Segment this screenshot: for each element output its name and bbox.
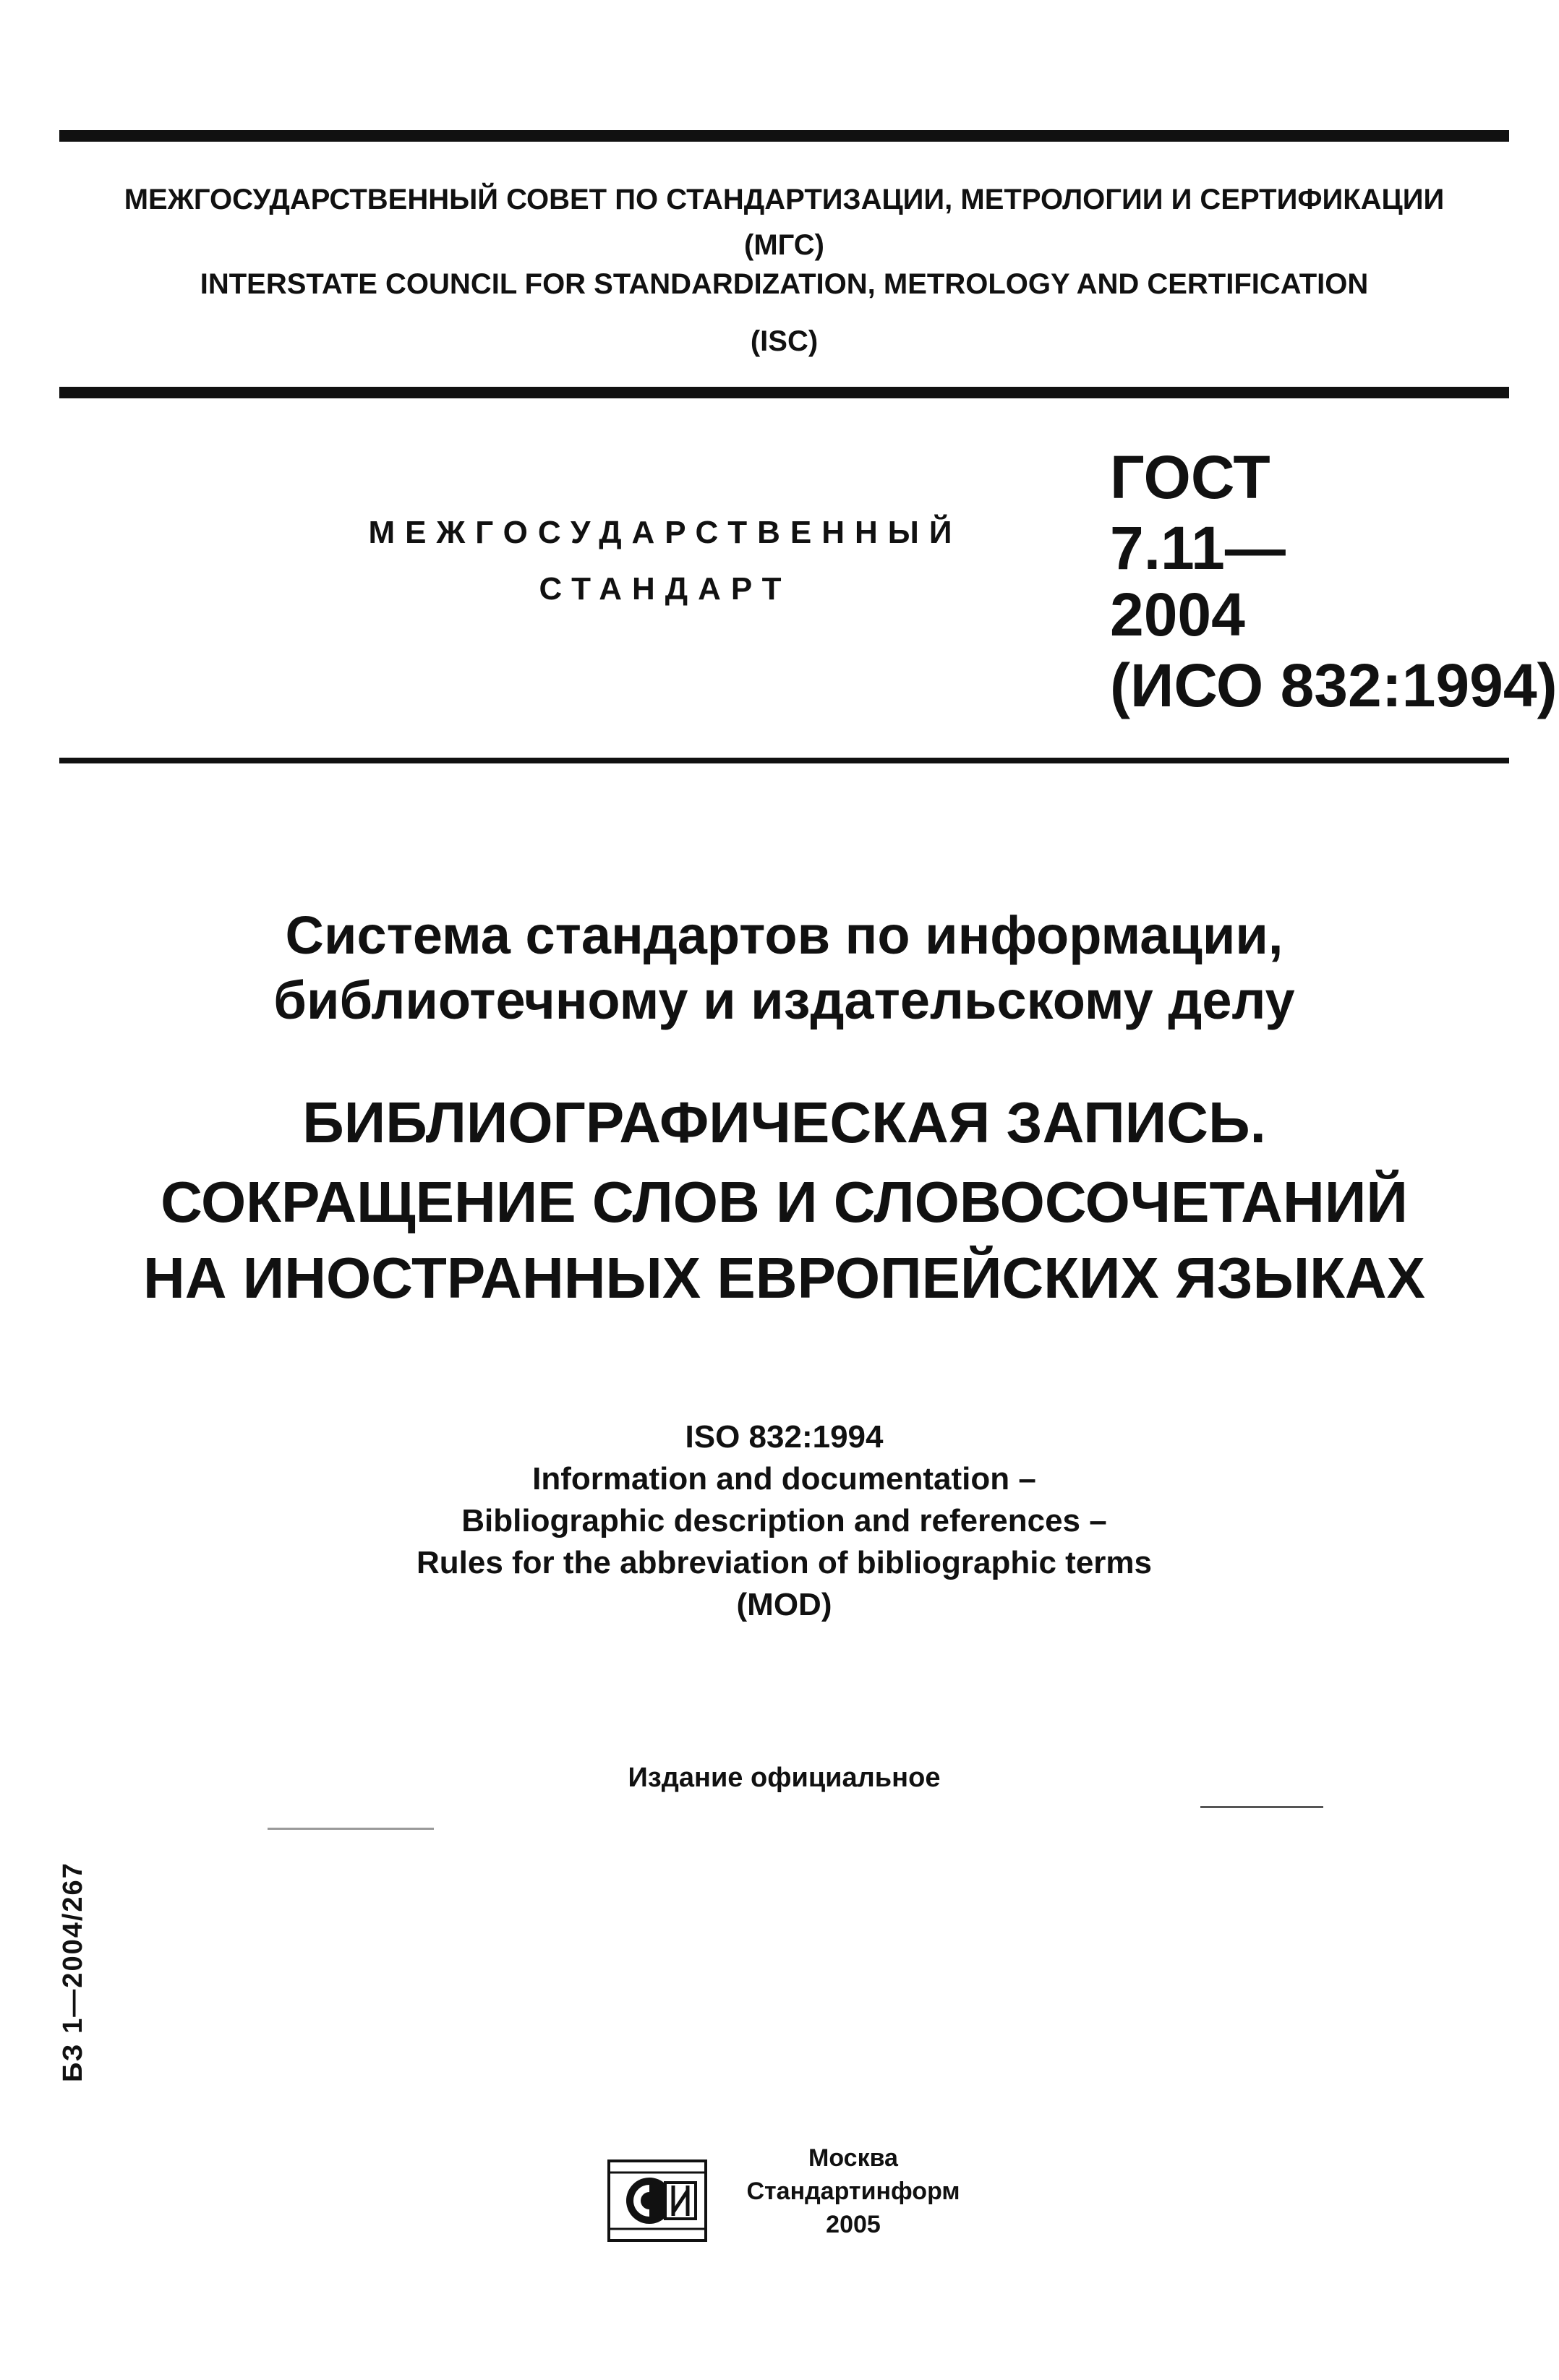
edition-label: Издание официальное xyxy=(628,1763,941,1793)
top-rule xyxy=(59,130,1509,142)
scan-mark-left xyxy=(268,1828,434,1830)
iso-equivalent: (ИСО 832:1994) xyxy=(1110,651,1558,719)
publisher-year: 2005 xyxy=(826,2211,881,2238)
publisher-city: Москва xyxy=(808,2144,898,2172)
council-abbr-en: (ISC) xyxy=(750,325,819,357)
gost-year: 2004 xyxy=(1110,581,1245,648)
iso-mod: (MOD) xyxy=(736,1587,832,1622)
system-title-line2: библиотечному и издательскому делу xyxy=(273,970,1295,1030)
main-title-line2: СОКРАЩЕНИЕ СЛОВ И СЛОВОСОЧЕТАНИЙ xyxy=(161,1170,1408,1234)
iso-title-line2: Bibliographic description and references – xyxy=(461,1503,1107,1538)
council-abbr-ru: (МГС) xyxy=(744,229,824,261)
standartinform-logo-icon xyxy=(606,2158,709,2243)
main-title-line1: БИБЛИОГРАФИЧЕСКАЯ ЗАПИСЬ. xyxy=(302,1090,1266,1155)
main-title-line3: НА ИНОСТРАННЫХ ЕВРОПЕЙСКИХ ЯЗЫКАХ xyxy=(142,1246,1426,1310)
standard-type-line1: МЕЖГОСУДАРСТВЕННЫЙ xyxy=(368,515,962,550)
council-name-en: INTERSTATE COUNCIL FOR STANDARDIZATION, METROLOGY AND CERTIFICATION xyxy=(200,268,1369,300)
scan-mark-right xyxy=(1200,1806,1323,1808)
header-bottom-rule xyxy=(59,387,1509,398)
publisher-name: Стандартинформ xyxy=(746,2178,960,2205)
gost-label: ГОСТ xyxy=(1110,443,1270,511)
iso-title-line3: Rules for the abbreviation of bibliographic terms xyxy=(416,1545,1153,1580)
designation-bottom-rule xyxy=(59,758,1509,763)
iso-number: ISO 832:1994 xyxy=(685,1419,884,1455)
standard-type-line2: СТАНДАРТ xyxy=(539,571,792,607)
council-name-ru: МЕЖГОСУДАРСТВЕННЫЙ СОВЕТ ПО СТАНДАРТИЗАЦИИ, МЕТРОЛОГИИ И СЕРТИФИКАЦИИ xyxy=(124,184,1445,215)
system-title-line1: Система стандартов по информации, xyxy=(285,905,1283,965)
side-registration-code: БЗ 1—2004/267 xyxy=(58,1862,88,2082)
gost-number: 7.11— xyxy=(1110,514,1286,582)
iso-title-line1: Information and documentation – xyxy=(532,1461,1036,1497)
